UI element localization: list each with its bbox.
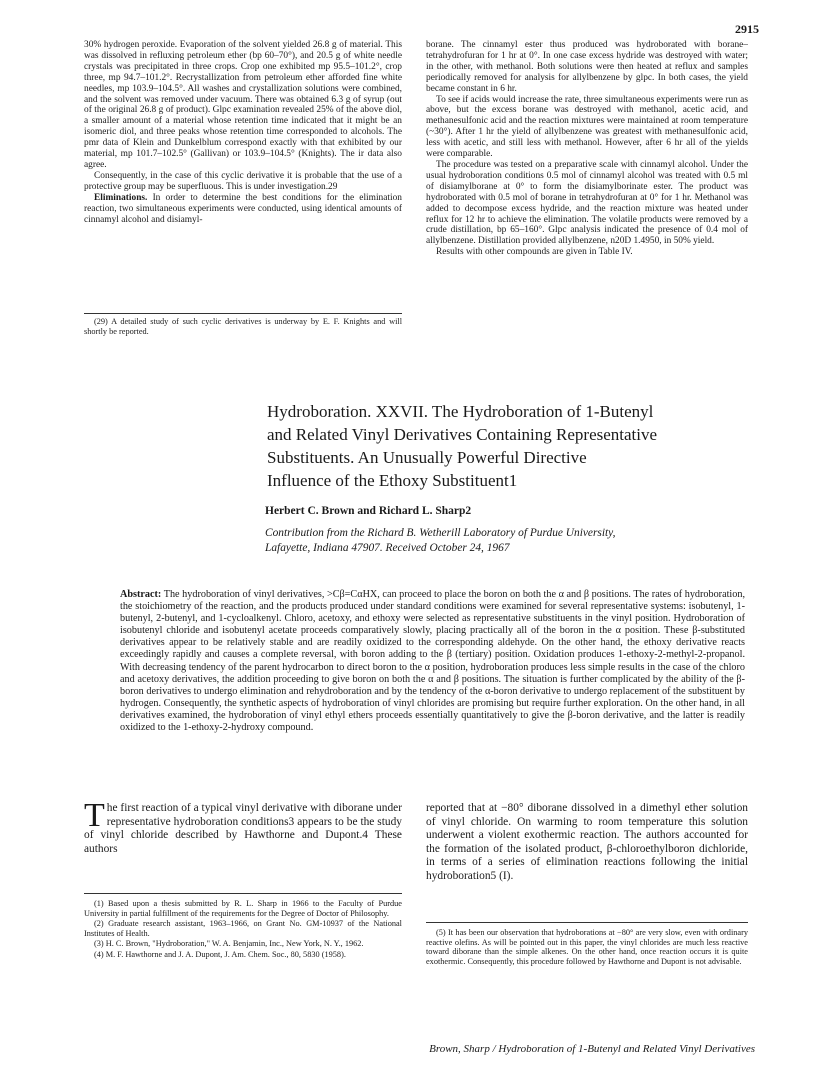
footnotes-left [84,899,402,961]
footnote: (3) H. C. Brown, "Hydroboration," W. A. Benjamin, Inc., New York, N. Y., 1962. [94,939,364,949]
title-line: Substituents. An Unusually Powerful Directive [267,448,587,467]
running-footer: Brown, Sharp / Hydroboration of 1-Butenyl and Related Vinyl Derivatives [429,1043,755,1055]
page-number: 2915 [735,22,759,36]
footnotes-right [426,928,748,967]
footnote-rule [426,922,748,923]
footnote-29 [84,317,402,337]
paragraph: The procedure was tested on a preparative scale with cinnamyl alcohol. Under the usual hydroboration conditions 0.5 mol of cinnamyl alcohol was treated with 0.5 ml of disiamylborane at 0° to form the disiamylborinate ester. The product was hydroborated with 0.5 mol of borane in tetrahydrofuran at 0° for 1 hr. Methanol was added to decompose excess hydride, and the reaction mixture was heated under reflux for 12 hr to achieve the elimination. The volatile products were removed by a crude distillation, bp 65–160°. Glpc analysis indicated the presence of 0.4 mol of allylbenzene. Distillation provided allylbenzene, n20D 1.4950, in 50% yield. [426,159,748,247]
paragraph: borane. The cinnamyl ester thus produced was hydroborated with borane–tetrahydrofuran for 1 hr at 0°. In one case excess hydride was destroyed with water; in the other, with methanol. Both solutions were then heated at reflux and samples periodically removed for analysis for allylbenzene by glpc. In both cases, the yield became constant in 6 hr. [426,40,748,94]
title-line: Hydroboration. XXVII. The Hydroboration of 1-Butenyl [267,402,654,421]
footnote: (5) It has been our observation that hydroborations at −80° are very slow, even with ordinary reactive olefins. As will be pointed out in this paper, the vinyl chlorides are much less reactive toward diborane than the simple alkenes. On the other hand, once reaction occurs it is quite exothermic. Consequently, this procedure followed by Hawthorne and Dupont is not advisable. [426,928,748,966]
title-line: and Related Vinyl Derivatives Containing Representative [267,425,658,444]
paragraph: To see if acids would increase the rate, three simultaneous experiments were run as above, but the excess borane was destroyed with methanol, acetic acid, and methanesulfonic acid and the reaction mixtures were maintained at room temperature (~30°). After 1 hr the yield of allylbenzene was greatest with methanesulfonic acid, less with acetic, and still less with methanol. However, after 6 hr all of the yields were comparable. [426,94,748,160]
affiliation [265,526,735,556]
top-right-column [426,40,748,258]
drop-cap: T [84,797,105,834]
affiliation-line: Contribution from the Richard B. Wetherill Laboratory of Purdue University, [265,527,616,539]
body-left-column [84,797,402,856]
paragraph: Results with other compounds are given in Table IV. [436,247,633,258]
footnote-rule [84,313,402,314]
body-right-column [426,802,748,883]
footnote: (1) Based upon a thesis submitted by R. L. Sharp in 1966 to the Faculty of Purdue University in partial fulfillment of the requirements for the Degree of Doctor of Philosophy. [84,899,402,918]
paragraph [84,193,402,226]
footnote: (2) Graduate research assistant, 1963–1966, on Grant No. GM-10937 of the National Institutes of Health. [84,919,402,938]
authors: Herbert C. Brown and Richard L. Sharp2 [265,505,472,517]
section-label: Eliminations. [94,192,148,203]
article-title [267,400,737,492]
footnote-rule [84,893,402,894]
title-line: Influence of the Ethoxy Substituent1 [267,471,518,490]
top-left-column [84,40,402,225]
abstract-text: The hydroboration of vinyl derivatives, >Cβ=CαHX, can proceed to place the boron on both the α and β positions. The rates of hydroboration, the stoichiometry of the reaction, and the products produced under standard conditions were examined for several representative systems: isobutenyl, 1-butenyl, 2-butenyl, and 1-cycloalkenyl. Chloro, acetoxy, and ethoxy were selected as representative substituents in the vinyl position. Hydroboration of isobutenyl chloride and isobutenyl acetate proceeds comparatively slowly, placing practically all of the boron in the α position. These β-substituted derivatives appear to be relatively stable and are readily oxidized to the corresponding aldehyde. On the other hand, the ethoxy derivative reacts exceedingly rapidly and causes a complete reversal, with boron adding to the β (tertiary) position. Oxidation produces 1-ethoxy-2-methyl-2-propanol. With decreasing tendency of the parent hydrocarbon to direct boron to the α position, hydroboration produces less simple results in the case of the chloro and acetoxy derivatives, the addition proceeding to give boron on both the α and β positions. The situation is further complicated by the ability of the β-boron derivatives to undergo elimination and rehydroboration and by the tendency of the α-boron derivative to undergo replacement of the substituent by hydrogen. Consequently, the synthetic aspects of hydroboration of vinyl chlorides are promising but require further exploration. On the other hand, in all derivatives examined, the hydroboration of vinyl ethyl ethers proceeds essentially quantitatively to give the β-boron derivative, and the latter is readily oxidized to the 1-ethoxy-2-hydroxy compound. [120,589,745,734]
paragraph: Consequently, in the case of this cyclic derivative it is probable that the use of a protective group may be superfluous. This is under investigation.29 [84,170,402,192]
body-text: he first reaction of a typical vinyl derivative with diborane under representative hydroboration conditions3 appears to be the study of vinyl chloride described by Hawthorne and Dupont.4 These authors [84,802,402,855]
body-text: reported that at −80° diborane dissolved in a dimethyl ether solution of vinyl chloride. On warming to room temperature this solution underwent a violent exothermic reaction. The authors accounted for the formation of the isolated product, β-chloroethylboron dichloride, in terms of a series of elimination reactions following the initial hydroboration5 (I). [426,802,748,882]
footnote: (4) M. F. Hawthorne and J. A. Dupont, J. Am. Chem. Soc., 80, 5830 (1958). [94,949,346,959]
footnote-text: (29) A detailed study of such cyclic derivatives is underway by E. F. Knights and will shortly be reported. [84,317,402,336]
paragraph-text: In order to determine the best conditions for the elimination reaction, two simultaneous experiments were conducted, using identical amounts of cinnamyl alcohol and disiamyl- [84,192,402,225]
paragraph: 30% hydrogen peroxide. Evaporation of the solvent yielded 26.8 g of material. This was dissolved in refluxing petroleum ether (bp 60–70°), and 20.5 g of white needle crystals was precipitated in three crops. Crop one exhibited mp 95.5–101.2°, crop three, mp 94.7–101.2°. Recrystallization from petroleum ether afforded fine white needles, mp 103.9–104.5°. All washes and crystallization solutions were combined, and the solvent was removed under vacuum. There was obtained 6.3 g of syrup (out of the original 26.8 g of product). Glpc examination revealed 25% of the above diol, a smaller amount of a material whose retention time indicated that it might be an isomeric diol, and three peaks whose retention time corresponded to alcohols. The pmr data of Klein and Dunkelblum correspond exactly with that exhibited by our material, mp 101.7–102.5° (Gallivan) or 103.9–104.5° (Knights). The ir data also agree. [84,40,402,170]
abstract [120,589,745,734]
affiliation-line: Lafayette, Indiana 47907. Received October 24, 1967 [265,541,510,554]
abstract-label: Abstract: [120,589,162,600]
